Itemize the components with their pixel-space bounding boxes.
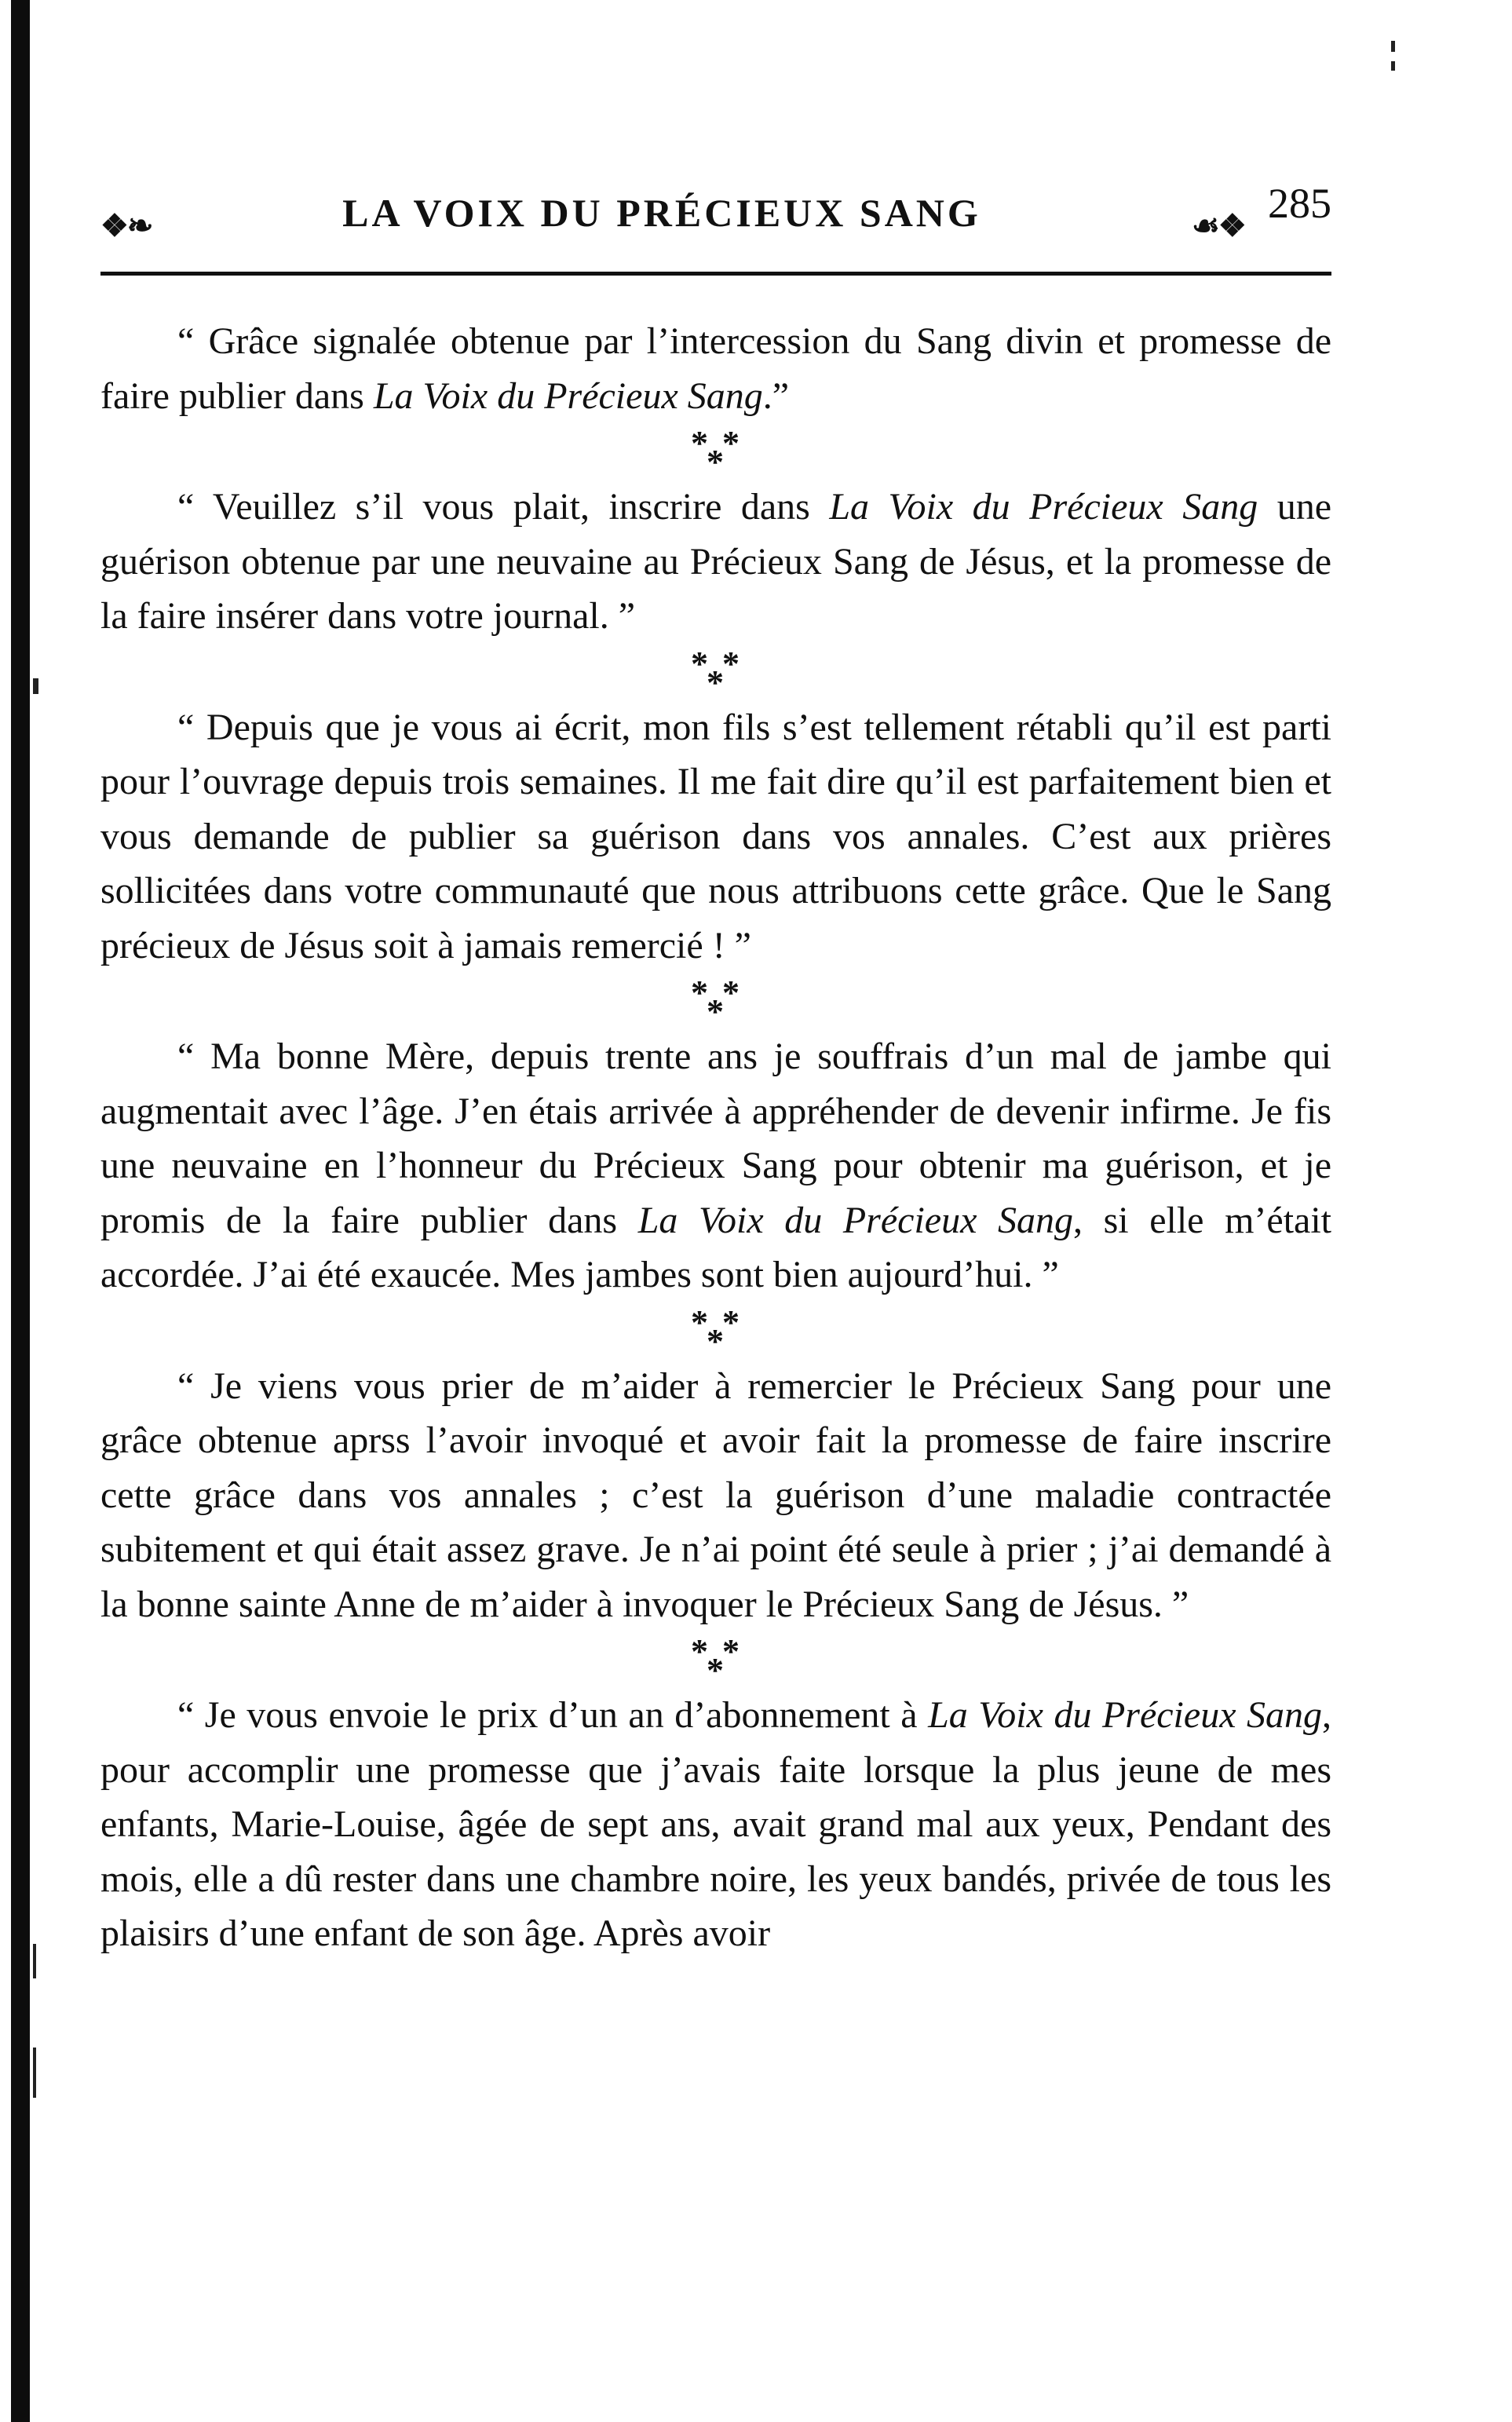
paragraph-text: “ Grâce signalée obtenue par l’intercession du Sang divin et promesse de faire publier dans [100,320,1331,417]
paragraph-text: .” [762,374,790,417]
header-rule [100,272,1331,276]
paragraph-text: “ Ma bonne Mère, depuis trente ans je souffrais d’un mal de jambe qui augmentait avec l’âge. J’en étais arrivée à appréhender de devenir infirme. Je fis une neuvaine en l’honneur du Précieux Sang pour obtenir ma guérison, et je promis de la faire publier dans [100,1036,1331,1241]
paragraph-text: “ Veuillez s’il vous plait, inscrire dans [177,486,830,528]
margin-mark [33,678,38,694]
ornament-right: ☙❖ [1192,208,1245,243]
paragraph-text: “ Je viens vous prier de m’aider à remercier le Précieux Sang pour une grâce obtenue aprss l’avoir invoqué et avoir fait la promesse de faire inscrire cette grâce dans vos annales ; c’est la guérison d’une maladie contractée subitement et qui était assez grave. Je n’ai point été seule à prier ; j’ai demandé à la bonne sainte Anne de m’aider à invoquer le Précieux Sang de Jésus. ” [100,1364,1331,1625]
ornament-left: ❖❧ [100,208,152,243]
journal-title: La Voix du Précieux Sang [829,486,1258,528]
margin-mark [1391,41,1395,52]
paragraph [100,1029,1331,1302]
paragraph [100,700,1331,974]
margin-mark [1391,61,1395,71]
paragraph-text: une guérison obtenue par une neuvaine au Précieux Sang de Jésus, et la promesse de la faire insérer dans votre journal. ” [100,486,1331,637]
asterism-separator: * * * [691,644,740,702]
paragraph-text: , pour accomplir une promesse que j’avais faite lorsque la plus jeune de mes enfants, Marie-Louise, âgée de sept ans, avait grand mal aux yeux, Pendant des mois, elle a dû rester dans une chambre noire, les yeux bandés, privée de tous les plaisirs d’une enfant de son âge. Après avoir [100,1694,1332,1954]
page-header [100,179,1331,265]
asterism-separator: * * * [691,1632,740,1690]
page-body [100,314,1331,1961]
paragraph [100,480,1331,644]
paragraph-text: “ Depuis que je vous ai écrit, mon fils s’est tellement rétabli qu’il est parti pour l’ouvrage depuis trois semaines. Il me fait dire qu’il est parfaitement bien et vous demande de publier sa guérison dans vos annales. C’est aux prières sollicitées dans votre communauté que nous attribuons cette grâce. Que le Sang précieux de Jésus soit à jamais remercié ! ” [100,706,1331,966]
journal-title: La Voix du Précieux Sang [373,374,763,417]
book-spine-edge [11,0,30,2422]
page-number: 285 [1268,180,1331,227]
journal-title: La Voix du Précieux Sang [928,1694,1323,1736]
paragraph [100,314,1331,423]
paragraph [100,1359,1331,1632]
paragraph-text: “ Je vous envoie le prix d’un an d’abonnement à [177,1694,929,1736]
journal-title: La Voix du Précieux Sang [637,1199,1073,1241]
asterism-separator: * * * [691,974,740,1031]
paragraph [100,1688,1331,1961]
asterism-separator: * * * [691,1302,740,1361]
running-title: LA VOIX DU PRÉCIEUX SANG [342,191,981,235]
margin-mark [33,2048,36,2098]
asterism-separator: * * * [691,424,740,481]
margin-mark [33,1944,36,1978]
paragraph-text: , si elle m’était accordée. J’ai été exaucée. Mes jambes sont bien aujourd’hui. ” [100,1199,1332,1295]
